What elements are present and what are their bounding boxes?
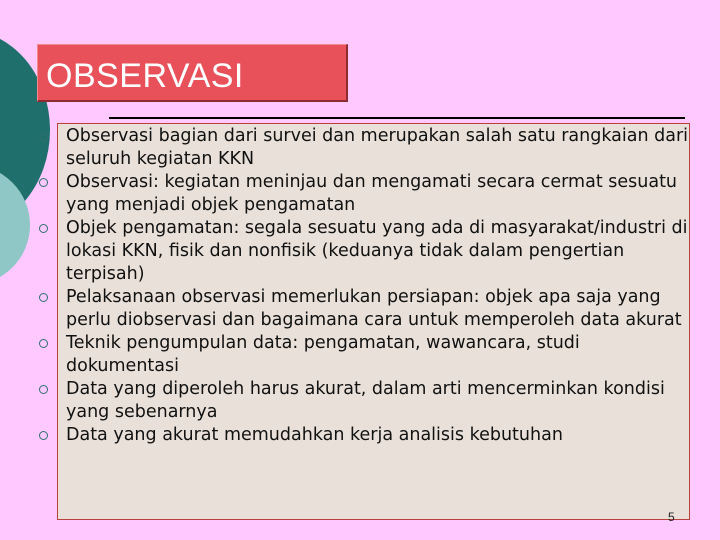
hollow-circle-bullet-icon (39, 224, 48, 233)
bullet-text: Objek pengamatan: segala sesuatu yang ada di masyarakat/industri di lokasi KKN, fisik dan nonfisik (keduanya tidak dalam pengertian terpisah) (66, 218, 688, 284)
hollow-circle-bullet-icon (39, 293, 48, 302)
hollow-circle-bullet-icon (39, 178, 48, 187)
page-number: 5 (668, 510, 675, 524)
bullet-text: Data yang akurat memudahkan kerja analisis kebutuhan (66, 425, 563, 445)
hollow-circle-bullet-icon (39, 385, 48, 394)
bullet-text: Observasi bagian dari survei dan merupakan salah satu rangkaian dari seluruh kegiatan KKN (66, 126, 689, 169)
list-item (37, 378, 697, 424)
page-title: OBSERVASI (46, 57, 244, 95)
list-item (37, 217, 697, 286)
title-banner (37, 44, 348, 102)
list-item (37, 286, 697, 332)
list-item (37, 171, 697, 217)
title-divider-line (109, 117, 685, 119)
bullet-text: Teknik pengumpulan data: pengamatan, wawancara, studi dokumentasi (66, 333, 580, 376)
list-item (37, 424, 697, 447)
hollow-circle-bullet-icon (39, 132, 48, 141)
list-item (37, 125, 697, 171)
bullet-text: Pelaksanaan observasi memerlukan persiapan: objek apa saja yang perlu diobservasi dan bagaimana cara untuk memperoleh data akurat (66, 287, 682, 330)
hollow-circle-bullet-icon (39, 339, 48, 348)
list-item (37, 332, 697, 378)
bullet-list (37, 125, 697, 447)
hollow-circle-bullet-icon (39, 431, 48, 440)
bullet-text: Data yang diperoleh harus akurat, dalam arti mencerminkan kondisi yang sebenarnya (66, 379, 665, 422)
bullet-text: Observasi: kegiatan meninjau dan mengamati secara cermat sesuatu yang menjadi objek pengamatan (66, 172, 678, 215)
